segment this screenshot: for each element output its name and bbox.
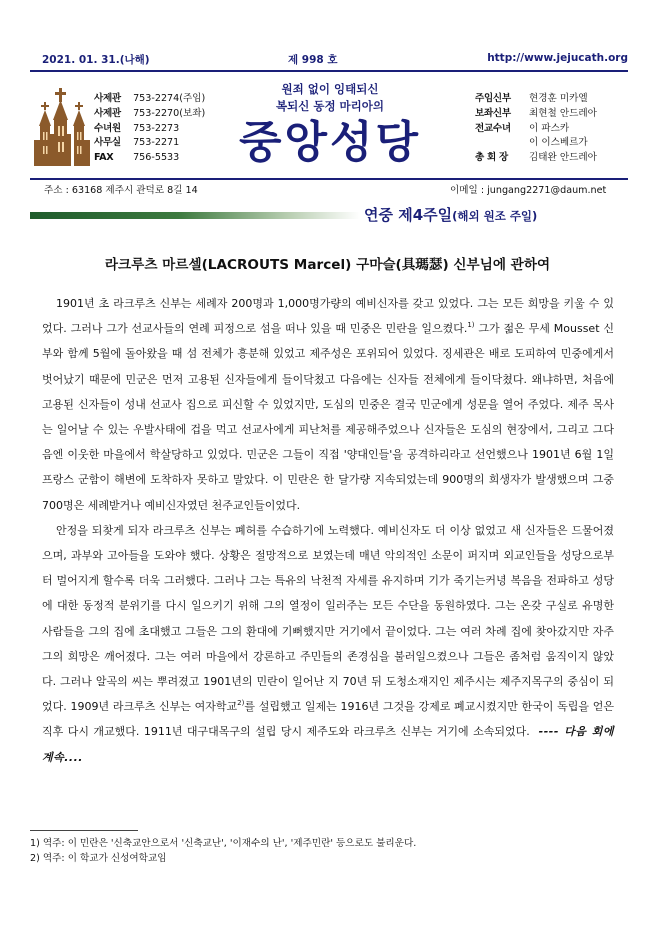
subtitle-line-2: 복되신 동정 마리아의 [276, 99, 384, 113]
continued-note: ---- 다음 회에 계속.... [42, 725, 614, 764]
contact-value: 753-2271 [133, 137, 180, 149]
footnote-rule [30, 830, 138, 831]
subtitle-line-1: 원죄 없이 잉태되신 [281, 82, 379, 96]
staff-label: 총 회 장 [475, 152, 508, 164]
article-paragraph [42, 518, 614, 770]
contact-row [94, 151, 205, 166]
staff-row [475, 122, 597, 137]
staff-label: 전교수녀 [475, 122, 511, 134]
staff-label: 보좌신부 [475, 107, 511, 119]
contact-value: 753-2270(보좌) [133, 107, 206, 119]
footnote-ref: 2) [237, 699, 245, 708]
paragraph-text: 를 설립했고 일제는 1916년 그것을 강제로 폐교시켰지만 한국이 독립을 얻은 직후 다시 개교했다. 1911년 대구대목구의 설립 당시 제주도와 라크루츠 신부는 거기에 소속되었다. [42, 700, 614, 739]
church-icon [34, 88, 90, 166]
staff-label: 주임신부 [475, 93, 511, 104]
article-body [42, 291, 614, 770]
masthead-subtitle [250, 81, 410, 115]
masthead-rule-top [30, 70, 628, 72]
contact-label: 사무실 [94, 137, 121, 149]
article-headline: 라크루츠 마르셀(LACROUTS Marcel) 구마슬(具瑪瑟) 신부님에 관하여 [104, 257, 551, 273]
contact-value: 753-2273 [133, 122, 180, 134]
issue-date: 2021. 01. 31.(나해) [42, 54, 150, 66]
staff-list [475, 92, 597, 166]
liturgical-sunday [364, 204, 537, 225]
contact-label: 사제관 [94, 107, 121, 119]
footnote-1: 1) 역주: 이 민란은 '신축교안으로서 '신축교난', '이재수의 난', '제주민란' 등으로도 불리운다. [30, 838, 417, 849]
footnotes [30, 836, 416, 866]
staff-row [475, 136, 597, 151]
paragraph-text: 1901년 초 라크루츠 신부는 세례자 200명과 1,000명가량의 예비신자를 갖고 있었다. 그는 모든 희망을 키울 수 있었다. 그러나 그가 선교사들의 연례 피정으로 섬을 떠나 있을 때 민중은 민란을 일으켰다. [42, 297, 614, 336]
sunday-subtitle: (해외 원조 주일) [452, 209, 538, 223]
sunday-title: 연중 제4주일 [364, 206, 453, 224]
contact-row [94, 92, 205, 107]
contact-label: 수녀원 [94, 122, 121, 134]
staff-value: 현경훈 미카엘 [529, 93, 588, 104]
contact-value: 756-5533 [133, 152, 180, 164]
website-link[interactable]: http://www.jejucath.org [487, 52, 628, 64]
contact-row [94, 122, 205, 137]
staff-row [475, 107, 597, 122]
footnote-ref: 1) [467, 321, 475, 330]
contact-label: FAX [94, 152, 114, 164]
staff-value: 김태완 안드레아 [529, 152, 597, 164]
staff-value: 이 파스카 [529, 122, 570, 134]
footnote-2: 2) 역주: 이 학교가 신성여학교임 [30, 853, 167, 864]
green-gradient-bar [30, 212, 360, 219]
masthead-title: 중앙성당 [238, 117, 421, 168]
staff-row [475, 151, 597, 166]
contact-row [94, 107, 205, 122]
staff-value: 이 이스베르가 [529, 137, 588, 149]
contact-value: 753-2274(주임) [133, 93, 206, 104]
staff-value: 최현철 안드레아 [529, 107, 597, 119]
article-paragraph [42, 291, 614, 518]
paragraph-text: 안정을 되찾게 되자 라크루츠 신부는 폐허를 수습하기에 노력했다. 예비신자도 더 이상 없었고 새 신자들은 드물어졌으며, 과부와 고아들을 도와야 했다. 상황은 절망적으로 보였는데 매년 악의적인 소문이 퍼지며 외교인들을 성당으로부터 멀어지게 할수록 더욱 그러했다. 그러나 그는 특유의 낙천적 자세를 유지하며 기가 죽기는커녕 복음을 전파하고 성당에 대한 동정적 분위기를 다시 일으키기 위해 그의 열정이 일러주는 모든 수단을 동원하였다. 그는 온갖 구실로 유명한 사람들을 그의 집에 초대했고 그들은 그의 환대에 기뻐했지만 거기에서 끝이었다. 그는 여러 차례 집에 찾아갔지만 자주 그의 희망은 깨어졌다. 그는 여러 마을에서 강론하고 주민들의 존경심을 불러일으켰으나 그들은 좀처럼 움직이지 않았다. 그러나 알곡의 씨는 뿌려졌고 1901년의 민란이 일어난 지 70년 뒤 도청소재지인 제주시는 제주지목구의 중심이 되었다. 1909년 라크루츠 신부는 여자학교 [42, 523, 614, 714]
contact-label: 사제관 [94, 93, 121, 104]
parish-address: 주소 : 63168 제주시 관덕로 8길 14 [44, 185, 198, 196]
paragraph-text: 그가 젊은 무세 Mousset 신부와 함께 5월에 돌아왔을 때 섬 전체가 흥분해 있었고 제주성은 포위되어 있었다. 징세관은 배로 도피하여 민중에게서 벗어났기 때문에 민군은 먼저 고용된 신자들에게 들이닥쳤고 다음에는 신자들 전체에게 들이닥쳤다. 왜냐하면, 처음에 고용된 신자들이 성내 선교사 집으로 피신할 수 있었지만, 도심의 민중은 결국 민군에게 성문을 열어 주었다. 제주 목사는 일어날 수 있는 우발사태에 겁을 먹고 선교사에게 피난처를 제공해주었으나 신자들은 도심의 현장에서, 그리고 그다음엔 이웃한 마을에서 학살당하고 있었다. 민군은 그들이 직접 '양대인들'을 공격하리라고 선언했으나 1901년 6월 1일 프랑스 군함이 해변에 도착하자 못하고 말았다. 이 민란은 한 달가량 지속되었는데 900명의 희생자가 발생했으며 그중 700명은 세례받거나 예비신자였던 천주교인들이었다. [42, 322, 614, 512]
contact-row [94, 136, 205, 151]
issue-number: 제 998 호 [288, 54, 338, 66]
staff-row [475, 92, 597, 107]
masthead-rule-bottom [30, 178, 628, 180]
contact-list [94, 92, 205, 166]
parish-email[interactable]: 이메일 : jungang2271@daum.net [450, 185, 607, 196]
